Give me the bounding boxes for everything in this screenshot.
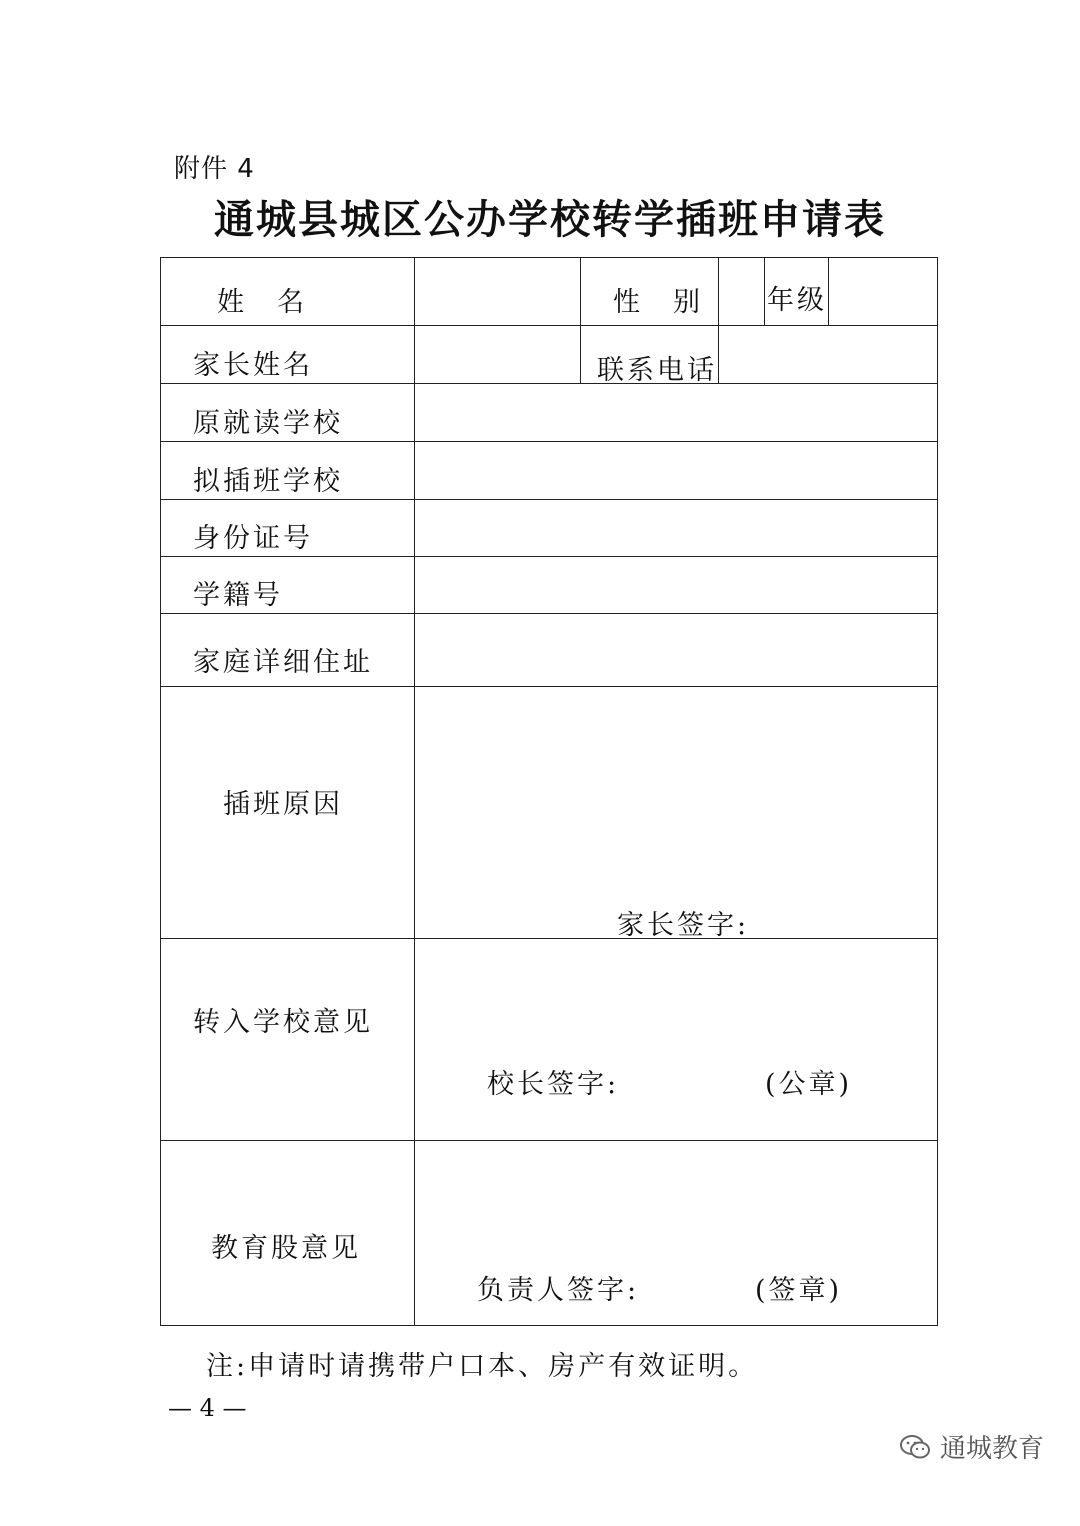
gender-field[interactable] — [723, 262, 761, 320]
column-divider — [828, 258, 829, 325]
row-divider — [161, 499, 938, 500]
row-divider — [161, 556, 938, 557]
reason-label: 插班原因 — [223, 789, 343, 820]
gender-label: 性 别 — [613, 287, 703, 318]
wechat-channel-icon — [898, 1432, 932, 1462]
target-school-label: 拟插班学校 — [193, 466, 343, 497]
phone-label: 联系电话 — [597, 355, 717, 386]
row-divider — [161, 613, 938, 614]
phone-field[interactable] — [723, 328, 933, 380]
education-opinion-label: 教育股意见 — [211, 1233, 361, 1264]
watermark-text: 通城教育 — [940, 1434, 1045, 1464]
reason-field[interactable] — [419, 690, 934, 890]
name-field[interactable] — [419, 262, 574, 320]
footer-note: 注:申请时请携带户口本、房产有效证明。 — [206, 1351, 759, 1382]
name-label: 姓 名 — [217, 287, 307, 318]
parent-name-label: 家长姓名 — [193, 350, 313, 381]
previous-school-label: 原就读学校 — [193, 408, 343, 439]
row-divider — [161, 938, 938, 939]
row-divider — [161, 686, 938, 687]
column-divider — [764, 258, 765, 325]
application-form-table — [160, 257, 938, 1326]
address-field[interactable] — [419, 616, 934, 682]
row-divider — [161, 441, 938, 442]
address-label: 家庭详细住址 — [193, 647, 373, 678]
parent-name-field[interactable] — [419, 328, 574, 380]
student-number-field[interactable] — [419, 559, 934, 611]
attachment-label: 附件 4 — [174, 154, 255, 184]
row-divider — [161, 1140, 938, 1141]
school-opinion-field[interactable] — [419, 942, 934, 1052]
school-opinion-label: 转入学校意见 — [193, 1007, 373, 1038]
previous-school-field[interactable] — [419, 386, 934, 438]
id-number-field[interactable] — [419, 502, 934, 554]
column-divider — [580, 258, 581, 383]
principal-signature-label: 校长签字: — [487, 1069, 620, 1100]
responsible-signature-label: 负责人签字: — [477, 1275, 640, 1306]
grade-field[interactable] — [833, 262, 933, 320]
education-opinion-field[interactable] — [419, 1144, 934, 1254]
form-title: 通城县城区公办学校转学插班申请表 — [214, 196, 886, 243]
watermark — [898, 1428, 1044, 1465]
column-divider — [414, 258, 415, 1325]
parent-signature-label: 家长签字: — [617, 910, 750, 941]
target-school-field[interactable] — [419, 444, 934, 496]
signature-seal-label: (签章) — [755, 1275, 843, 1306]
student-number-label: 学籍号 — [193, 580, 283, 611]
official-seal-label: (公章) — [765, 1069, 853, 1100]
id-number-label: 身份证号 — [193, 523, 313, 554]
column-divider — [718, 258, 719, 383]
grade-label: 年级 — [767, 285, 827, 316]
row-divider — [161, 325, 938, 326]
row-divider — [161, 383, 938, 384]
page-number: — 4 — — [168, 1394, 247, 1422]
